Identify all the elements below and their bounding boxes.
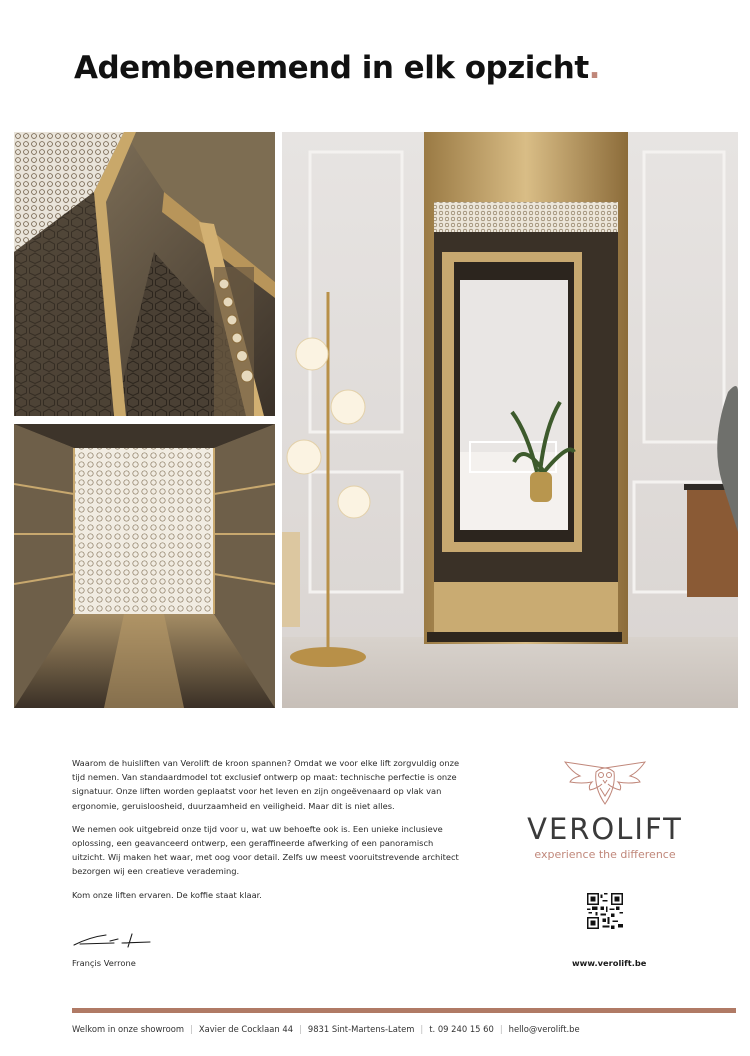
footer-showroom: Welkom in onze showroom	[72, 1024, 185, 1034]
page-headline	[74, 50, 600, 86]
photo-elevator-ceiling-buttons	[14, 132, 275, 416]
brand-tagline: experience the difference	[534, 848, 676, 861]
footer-divider	[72, 1008, 736, 1013]
website-link[interactable]: www.verolift.be	[572, 958, 647, 968]
footer-contact: Welkom in onze showroom | Xavier de Cocklaan 44 | 9831 Sint-Martens-Latem | t. 09 240 15 60 | hello@verolift.be	[72, 1024, 580, 1034]
footer-street: Xavier de Cocklaan 44	[198, 1024, 294, 1034]
headline-dot: .	[588, 50, 600, 86]
owl-logo-icon	[562, 758, 648, 810]
photo-elevator-hallway	[282, 132, 738, 708]
footer-city: 9831 Sint-Martens-Latem	[307, 1024, 415, 1034]
photo-elevator-ceiling-view	[14, 424, 275, 708]
body-copy	[72, 756, 468, 911]
body-paragraph: We nemen ook uitgebreid onze tijd voor u, wat uw behoefte ook is. Een unieke inclusieve oplossing, een geavanceerd ontwerp, een geraffineerde afwerking of een panoramisch uitzicht. Wij maken het waar, met oog voor detail. Zelfs uw meest vooruitstrevende architect bezorgen wij een creatieve verademing.	[72, 823, 459, 877]
headline-text: Adembenemend in elk opzicht	[74, 50, 589, 86]
brand-name: VEROLIFT	[527, 812, 683, 846]
handwritten-signature	[72, 931, 152, 949]
body-paragraph: Waarom de huisliften van Verolift de kroon spannen? Omdat we voor elke lift zorgvuldig onze tijd nemen. Van standaardmodel tot exclusief ontwerp op maat: technische perfectie is onze signatuur. Onze liften worden geplaatst voor het leven en zijn ongeëvenaard op vlak van ergonomie, geruisloosheid, duurzaamheid en veiligheid. Maar dit is niet alles.	[72, 758, 460, 811]
signature-name: Françis Verrone	[72, 958, 136, 968]
footer-email[interactable]: hello@verolift.be	[508, 1024, 580, 1034]
body-paragraph: Kom onze liften ervaren. De koffie staat klaar.	[72, 889, 262, 900]
qr-code[interactable]	[587, 893, 623, 929]
footer-phone[interactable]: t. 09 240 15 60	[429, 1024, 494, 1034]
